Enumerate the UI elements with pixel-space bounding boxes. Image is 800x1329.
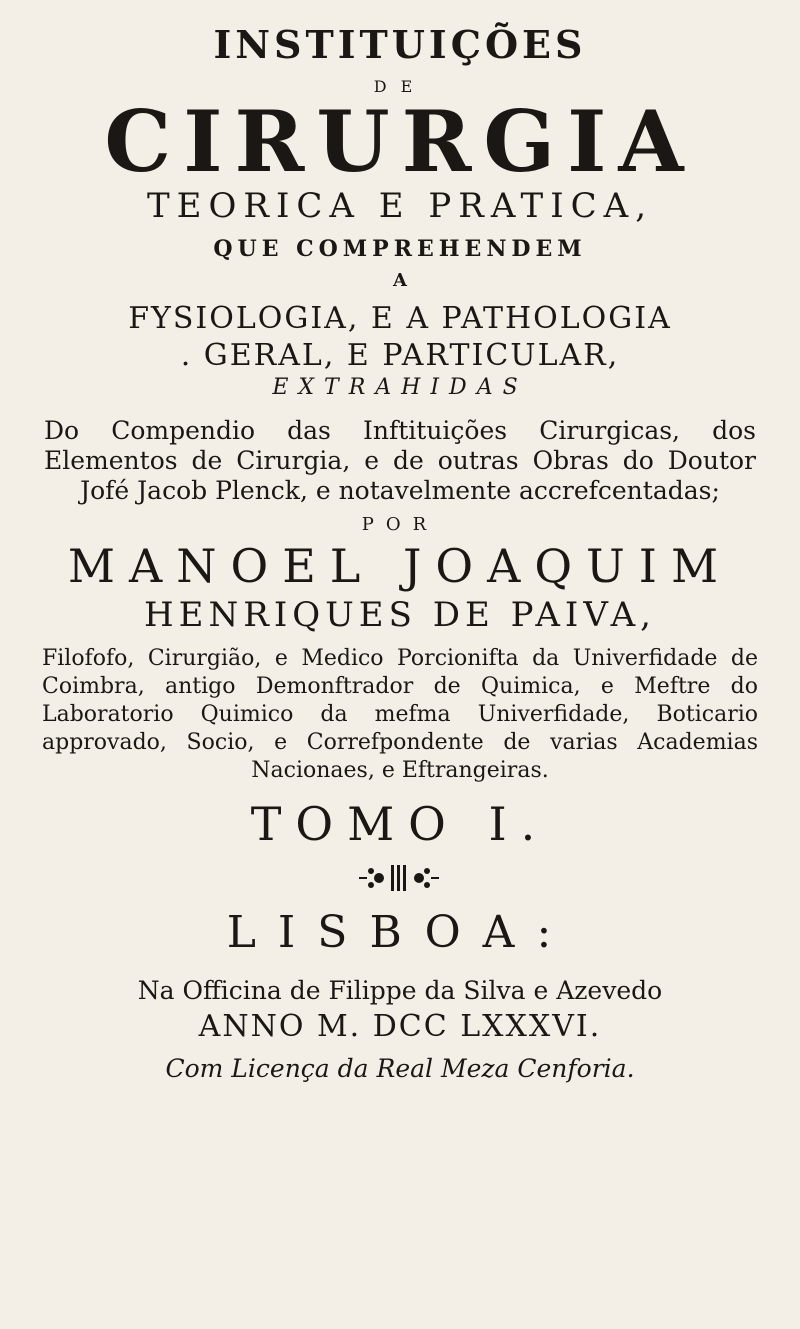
by-label: POR xyxy=(361,514,439,536)
subtitle: TEORICA E PRATICA, xyxy=(146,186,654,227)
imprint-year: ANNO M. DCC LXXXVI. xyxy=(198,1009,602,1045)
main-title: CIRURGIA xyxy=(104,92,696,191)
extracted-heading: EXTRAHIDAS xyxy=(272,375,528,401)
subject-line-2: . GERAL, E PARTICULAR, xyxy=(180,338,620,374)
heading-de: DE xyxy=(373,77,427,96)
subtitle-a: A xyxy=(393,270,407,292)
heading-institutions: INSTITUIÇÕES xyxy=(213,22,587,67)
author-credentials: Filofofo, Cirurgião, e Medico Porcionifta da Univerfidade de Coimbra, antigo Demonftrador de Quimica, e Meftre do Laboratorio Quimico da mefma Univerfidade, Boticario approvado, Socio, e Correfpondente de varias Academias Nacionaes, e Eftrangeiras. xyxy=(42,646,758,784)
printer-ornament xyxy=(38,861,762,895)
subtitle-comprehend: QUE COMPREHENDEM xyxy=(213,236,587,263)
subject-line-1: FYSIOLOGIA, E A PATHOLOGIA xyxy=(128,301,672,337)
ornament-icon xyxy=(355,861,445,895)
imprint-city: LISBOA: xyxy=(226,907,574,959)
volume-label: TOMO I. xyxy=(250,797,550,852)
imprint-printer: Na Officina de Filippe da Silva e Azevedo xyxy=(137,976,663,1006)
author-name: MANOEL JOAQUIM xyxy=(67,539,733,594)
author-surname: HENRIQUES DE PAIVA, xyxy=(144,595,656,636)
source-paragraph: Do Compendio das Inftituições Cirurgicas, dos Elementos de Cirurgia, e de outras Obras do Doutor Jofé Jacob Plenck, e notavelmente accrefcentadas; xyxy=(44,416,756,506)
imprint-license: Com Licença da Real Meza Cenforia. xyxy=(165,1054,635,1084)
